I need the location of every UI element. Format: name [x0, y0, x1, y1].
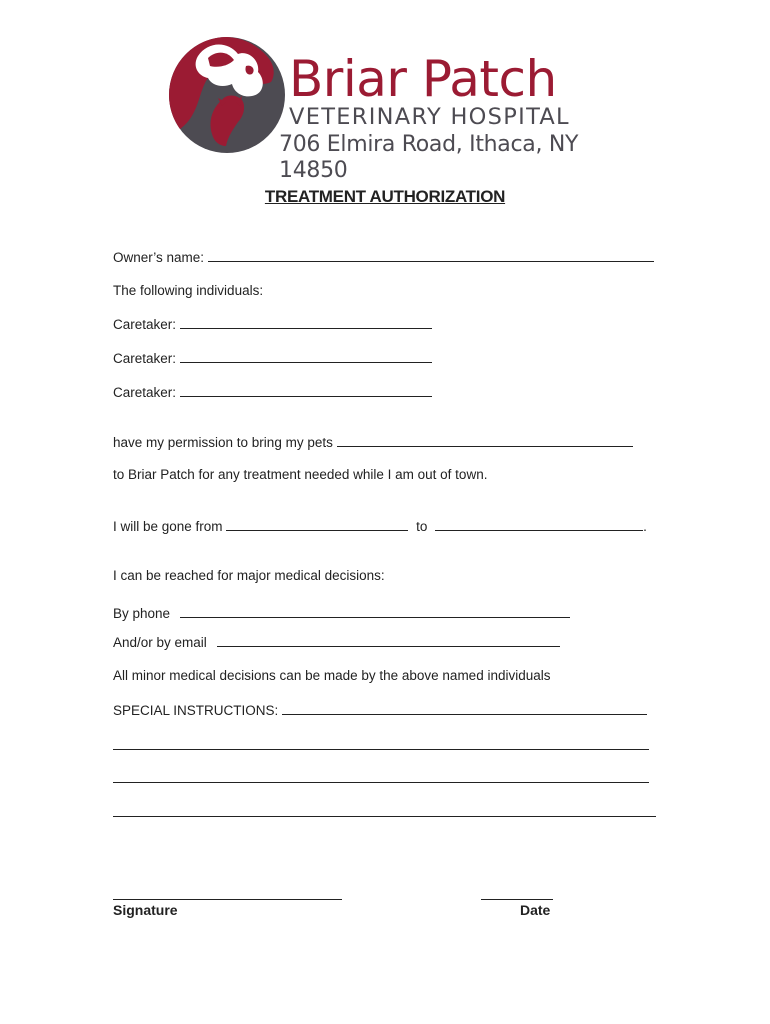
phone-label: By phone [113, 606, 171, 621]
caretaker-row-3 [113, 383, 432, 402]
caretaker-field-1[interactable] [180, 315, 432, 329]
email-label: And/or by email [113, 635, 207, 650]
period: . [643, 519, 647, 534]
caretaker-label: Caretaker: [113, 351, 177, 366]
pets-field[interactable] [337, 433, 633, 447]
gone-from-label: I will be gone from [113, 519, 223, 534]
email-field[interactable] [217, 633, 560, 647]
caretaker-label: Caretaker: [113, 317, 177, 332]
email-row [113, 633, 560, 652]
permission-row [113, 433, 633, 452]
hospital-address: 706 Elmira Road, Ithaca, NY 14850 [279, 132, 579, 183]
briar-text: to Briar Patch for any treatment needed while I am out of town. [113, 467, 488, 482]
owner-name-label: Owner’s name: [113, 250, 205, 265]
reached-label: I can be reached for major medical decisions: [113, 568, 385, 583]
caretaker-field-2[interactable] [180, 349, 432, 363]
gone-from-date-field[interactable] [226, 517, 408, 531]
special-instructions-field-4[interactable] [113, 815, 656, 817]
permission-text: have my permission to bring my pets [113, 435, 333, 450]
date-label: Date [520, 902, 551, 918]
special-instructions-row [113, 701, 647, 720]
special-instructions-label: SPECIAL INSTRUCTIONS: [113, 703, 279, 718]
special-instructions-field-1[interactable] [282, 701, 647, 715]
caretaker-row-2 [113, 349, 432, 368]
phone-row [113, 604, 570, 623]
brand-subtitle: VETERINARY HOSPITAL [289, 104, 570, 130]
brand-name: Briar Patch [289, 50, 557, 108]
date-field[interactable] [481, 898, 553, 900]
signature-field[interactable] [113, 898, 342, 900]
individuals-label: The following individuals: [113, 283, 264, 298]
phone-field[interactable] [180, 604, 570, 618]
minor-decisions-text: All minor medical decisions can be made by the above named individuals [113, 668, 551, 683]
to-label: to [416, 519, 428, 534]
caretaker-row-1 [113, 315, 432, 334]
caretaker-field-3[interactable] [180, 383, 432, 397]
caretaker-label: Caretaker: [113, 385, 177, 400]
owner-name-row [113, 248, 654, 267]
gone-dates-row [113, 517, 647, 536]
owner-name-field[interactable] [208, 248, 654, 262]
signature-label: Signature [113, 902, 178, 918]
special-instructions-field-2[interactable] [113, 748, 649, 750]
gone-to-date-field[interactable] [435, 517, 643, 531]
dog-cat-silhouette-logo-icon [168, 36, 286, 154]
hospital-logo [168, 36, 608, 183]
special-instructions-field-3[interactable] [113, 781, 649, 783]
form-title: TREATMENT AUTHORIZATION [264, 187, 506, 206]
